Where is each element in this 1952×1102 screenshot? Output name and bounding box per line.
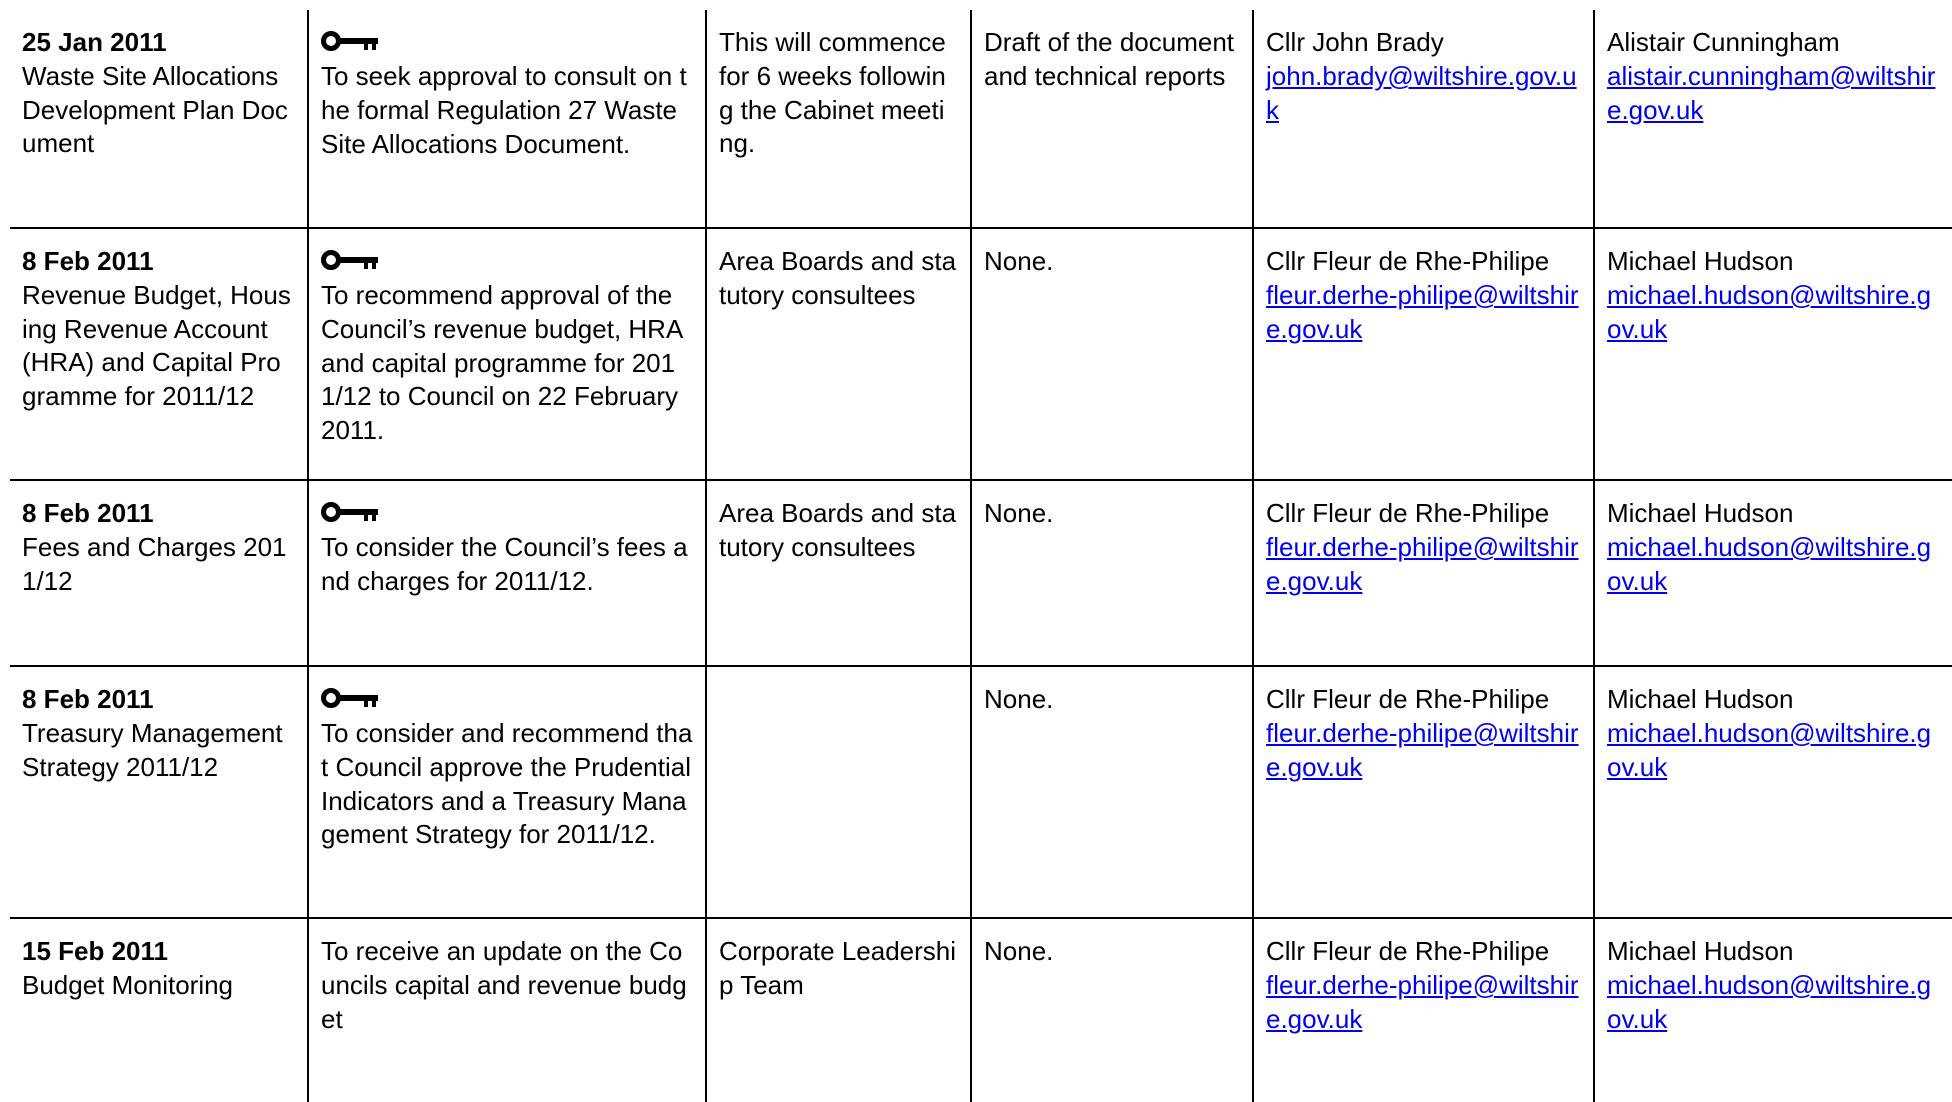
consultation-text: Area Boards and statutory consultees <box>719 246 957 310</box>
officer-email-link[interactable]: michael.hudson@wiltshire.gov.uk <box>1607 969 1932 1034</box>
documents-cell <box>971 480 1253 666</box>
purpose-cell <box>308 918 706 1102</box>
member-email-link[interactable]: fleur.derhe-philipe@wiltshire.gov.uk <box>1266 969 1579 1034</box>
member-cell <box>1253 228 1594 480</box>
consultation-cell <box>706 666 971 918</box>
decision-subject: Budget Monitoring <box>22 969 234 1000</box>
decision-subject: Revenue Budget, Housing Revenue Account (HRA) and Capital Programme for 2011/12 <box>22 279 291 412</box>
decision-date: 8 Feb 2011 <box>22 498 154 528</box>
decision-subject: Treasury Management Strategy 2011/12 <box>22 717 283 782</box>
purpose-cell <box>308 666 706 918</box>
officer-cell <box>1594 918 1952 1102</box>
table-row <box>10 228 1952 480</box>
decision-purpose: To consider and recommend that Council approve the Prudential Indicators and a Treasury Management Strategy for 2011/12. <box>321 718 693 850</box>
officer-cell <box>1594 228 1952 480</box>
date-subject-cell <box>10 480 308 666</box>
officer-email-link[interactable]: michael.hudson@wiltshire.gov.uk <box>1607 279 1932 344</box>
date-subject-cell <box>10 918 308 1102</box>
officer-cell <box>1594 10 1952 228</box>
documents-cell <box>971 918 1253 1102</box>
table-row <box>10 666 1952 918</box>
key-icon <box>321 30 381 52</box>
decision-date: 25 Jan 2011 <box>22 27 167 57</box>
documents-text: None. <box>984 498 1054 528</box>
decision-subject: Waste Site Allocations Development Plan Document <box>22 60 288 159</box>
member-cell <box>1253 480 1594 666</box>
member-email-link[interactable]: john.brady@wiltshire.gov.uk <box>1266 60 1577 125</box>
officer-name: Alistair Cunningham <box>1607 27 1840 57</box>
member-cell <box>1253 10 1594 228</box>
decision-purpose: To receive an update on the Councils capital and revenue budget <box>321 936 687 1034</box>
officer-email-link[interactable]: alistair.cunningham@wiltshire.gov.uk <box>1607 60 1936 125</box>
consultation-text: Area Boards and statutory consultees <box>719 498 957 562</box>
officer-name: Michael Hudson <box>1607 936 1794 966</box>
decision-purpose: To recommend approval of the Council’s revenue budget, HRA and capital programme for 2011/12 to Council on 22 February 2011. <box>321 280 682 446</box>
documents-cell <box>971 666 1253 918</box>
documents-text: None. <box>984 936 1054 966</box>
documents-text: Draft of the document and technical reports <box>984 27 1235 91</box>
consultation-cell <box>706 480 971 666</box>
forward-plan-body <box>10 10 1952 1102</box>
decision-date: 8 Feb 2011 <box>22 246 154 276</box>
member-name: Cllr Fleur de Rhe-Philipe <box>1266 936 1550 966</box>
documents-cell <box>971 228 1253 480</box>
date-subject-cell <box>10 10 308 228</box>
documents-cell <box>971 10 1253 228</box>
member-cell <box>1253 918 1594 1102</box>
member-email-link[interactable]: fleur.derhe-philipe@wiltshire.gov.uk <box>1266 531 1579 596</box>
officer-cell <box>1594 480 1952 666</box>
key-icon <box>321 249 381 271</box>
officer-name: Michael Hudson <box>1607 246 1794 276</box>
member-name: Cllr Fleur de Rhe-Philipe <box>1266 246 1550 276</box>
member-name: Cllr Fleur de Rhe-Philipe <box>1266 684 1550 714</box>
decision-purpose: To consider the Council’s fees and charges for 2011/12. <box>321 532 688 596</box>
key-icon <box>321 687 381 709</box>
documents-text: None. <box>984 684 1054 714</box>
member-email-link[interactable]: fleur.derhe-philipe@wiltshire.gov.uk <box>1266 717 1579 782</box>
table-row <box>10 480 1952 666</box>
officer-cell <box>1594 666 1952 918</box>
table-row <box>10 10 1952 228</box>
member-name: Cllr John Brady <box>1266 27 1444 57</box>
decision-date: 8 Feb 2011 <box>22 684 154 714</box>
decision-date: 15 Feb 2011 <box>22 936 168 966</box>
table-row <box>10 918 1952 1102</box>
purpose-cell <box>308 228 706 480</box>
consultation-cell <box>706 228 971 480</box>
documents-text: None. <box>984 246 1054 276</box>
consultation-text: This will commence for 6 weeks following the Cabinet meeting. <box>719 27 946 159</box>
officer-name: Michael Hudson <box>1607 498 1794 528</box>
purpose-cell <box>308 480 706 666</box>
key-icon <box>321 501 381 523</box>
officer-name: Michael Hudson <box>1607 684 1794 714</box>
member-email-link[interactable]: fleur.derhe-philipe@wiltshire.gov.uk <box>1266 279 1579 344</box>
date-subject-cell <box>10 666 308 918</box>
officer-email-link[interactable]: michael.hudson@wiltshire.gov.uk <box>1607 717 1932 782</box>
decision-subject: Fees and Charges 2011/12 <box>22 531 287 596</box>
consultation-text: Corporate Leadership Team <box>719 936 957 1000</box>
consultation-cell <box>706 918 971 1102</box>
consultation-cell <box>706 10 971 228</box>
forward-plan-table <box>10 10 1952 1102</box>
officer-email-link[interactable]: michael.hudson@wiltshire.gov.uk <box>1607 531 1932 596</box>
date-subject-cell <box>10 228 308 480</box>
purpose-cell <box>308 10 706 228</box>
member-cell <box>1253 666 1594 918</box>
decision-purpose: To seek approval to consult on the formal Regulation 27 Waste Site Allocations Document. <box>321 61 687 159</box>
member-name: Cllr Fleur de Rhe-Philipe <box>1266 498 1550 528</box>
